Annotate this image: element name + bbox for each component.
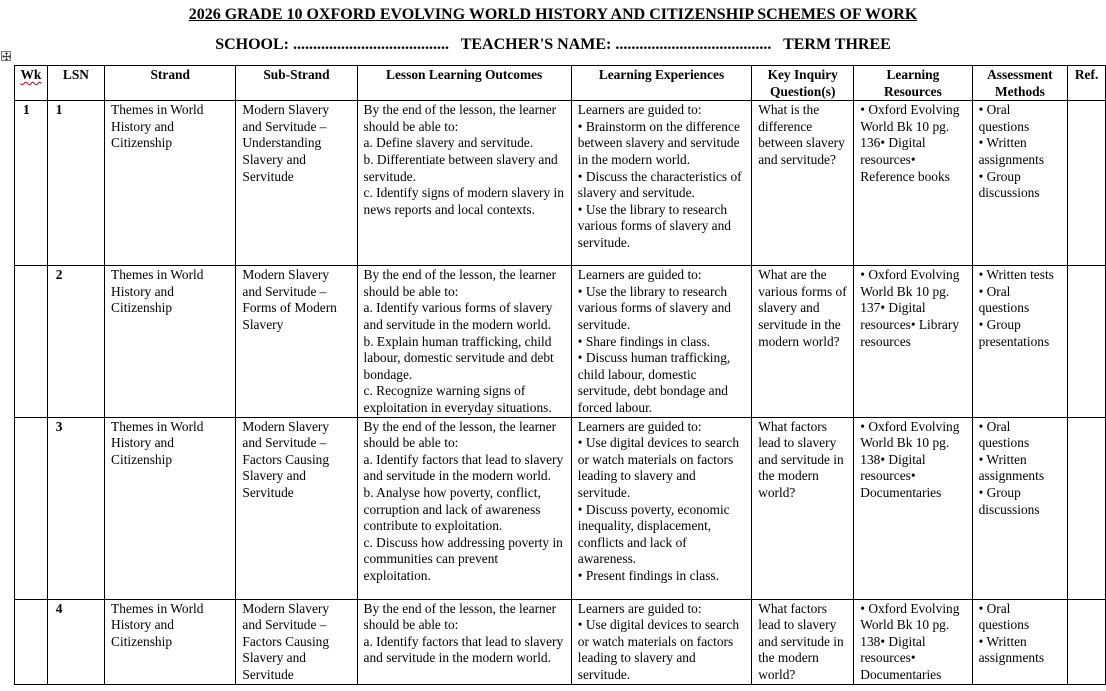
cell-lsn: 3 [47, 417, 104, 599]
header-strand: Strand [105, 66, 236, 101]
document-title: 2026 GRADE 10 OXFORD EVOLVING WORLD HISTORY AND CITIZENSHIP SCHEMES OF WORK [188, 6, 918, 23]
header-experiences: Learning Experiences [571, 66, 751, 101]
table-row [15, 417, 1106, 599]
cell-resources: • Oxford Evolving World Bk 10 pg. 137• Digital resources• Library resources [854, 266, 972, 417]
cell-sub-strand: Modern Slavery and Servitude – Forms of Modern Slavery [236, 266, 357, 417]
cell-outcomes: By the end of the lesson, the learner should be able to: a. Define slavery and servitude. b. Differentiate between slavery and servitude. c. Identify signs of modern slavery in news reports and local contexts. [357, 101, 571, 266]
cell-outcomes: By the end of the lesson, the learner should be able to: a. Identify various forms of slavery and servitude in the modern world. b. Explain human trafficking, child labour, domestic servitude and debt bondage. c. Recognize warning signs of exploitation in everyday situations. [357, 266, 571, 417]
cell-assessment: • Written tests • Oral questions • Group presentations [972, 266, 1068, 417]
table-row [15, 599, 1106, 684]
cell-ref [1068, 266, 1106, 417]
header-wk: Wk [15, 66, 48, 101]
header-sub-strand: Sub-Strand [236, 66, 357, 101]
cell-wk [15, 266, 48, 417]
cell-inquiry: What factors lead to slavery and servitude in the modern world? [752, 417, 854, 599]
cell-outcomes: By the end of the lesson, the learner should be able to: a. Identify factors that lead to slavery and servitude in the modern world. [357, 599, 571, 684]
cell-strand: Themes in World History and Citizenship [105, 599, 236, 684]
cell-experiences: Learners are guided to: • Brainstorm on the difference between slavery and servitude in the modern world. • Discuss the characteristics of slavery and servitude. • Use the library to research various forms of slavery and servitude. [571, 101, 751, 266]
table-row [15, 101, 1106, 266]
header-outcomes: Lesson Learning Outcomes [357, 66, 571, 101]
cell-inquiry: What is the difference between slavery and servitude? [752, 101, 854, 266]
cell-ref [1068, 417, 1106, 599]
cell-resources: • Oxford Evolving World Bk 10 pg. 138• Digital resources• Documentaries [854, 417, 972, 599]
schemes-of-work-table [14, 65, 1106, 685]
cell-assessment: • Oral questions • Written assignments • Group discussions [972, 101, 1068, 266]
cell-experiences: Learners are guided to: • Use digital devices to search or watch materials on factors leading to slavery and servitude. [571, 599, 751, 684]
cell-lsn: 4 [47, 599, 104, 684]
cell-wk: 1 [15, 101, 48, 266]
header-assessment: Assessment Methods [972, 66, 1068, 101]
cell-assessment: • Oral questions • Written assignments • Group discussions [972, 417, 1068, 599]
cell-strand: Themes in World History and Citizenship [105, 266, 236, 417]
header-ref: Ref. [1068, 66, 1106, 101]
cell-inquiry: What factors lead to slavery and servitude in the modern world? [752, 599, 854, 684]
cell-experiences: Learners are guided to: • Use digital devices to search or watch materials on factors leading to slavery and servitude. • Discuss poverty, economic inequality, displacement, conflicts and lack of awareness. • Present findings in class. [571, 417, 751, 599]
table-header-row [15, 66, 1106, 101]
cell-sub-strand: Modern Slavery and Servitude – Understanding Slavery and Servitude [236, 101, 357, 266]
cell-strand: Themes in World History and Citizenship [105, 417, 236, 599]
cell-assessment: • Oral questions • Written assignments [972, 599, 1068, 684]
document-subtitle: SCHOOL: ....................................... TEACHER'S NAME: ....................................... TERM THREE [215, 36, 891, 53]
cell-outcomes: By the end of the lesson, the learner should be able to: a. Identify factors that lead to slavery and servitude in the modern world. b. Analyse how poverty, conflict, corruption and lack of awareness contribute to exploitation. c. Discuss how addressing poverty in communities can prevent exploitation. [357, 417, 571, 599]
table-row [15, 266, 1106, 417]
cell-lsn: 1 [47, 101, 104, 266]
cell-sub-strand: Modern Slavery and Servitude – Factors Causing Slavery and Servitude [236, 417, 357, 599]
cell-strand: Themes in World History and Citizenship [105, 101, 236, 266]
cell-lsn: 2 [47, 266, 104, 417]
cell-wk [15, 599, 48, 684]
header-resources: Learning Resources [854, 66, 972, 101]
header-lsn: LSN [47, 66, 104, 101]
cell-resources: • Oxford Evolving World Bk 10 pg. 138• Digital resources• Documentaries [854, 599, 972, 684]
cell-inquiry: What are the various forms of slavery and servitude in the modern world? [752, 266, 854, 417]
cell-sub-strand: Modern Slavery and Servitude – Factors Causing Slavery and Servitude [236, 599, 357, 684]
cell-ref [1068, 599, 1106, 684]
cell-experiences: Learners are guided to: • Use the library to research various forms of slavery and servitude. • Share findings in class. • Discuss human trafficking, child labour, domestic servitude, debt bondage and forced labour. [571, 266, 751, 417]
cell-wk [15, 417, 48, 599]
header-inquiry: Key Inquiry Question(s) [752, 66, 854, 101]
cell-resources: • Oxford Evolving World Bk 10 pg. 136• Digital resources• Reference books [854, 101, 972, 266]
table-move-handle-icon[interactable] [1, 51, 11, 61]
cell-ref [1068, 101, 1106, 266]
